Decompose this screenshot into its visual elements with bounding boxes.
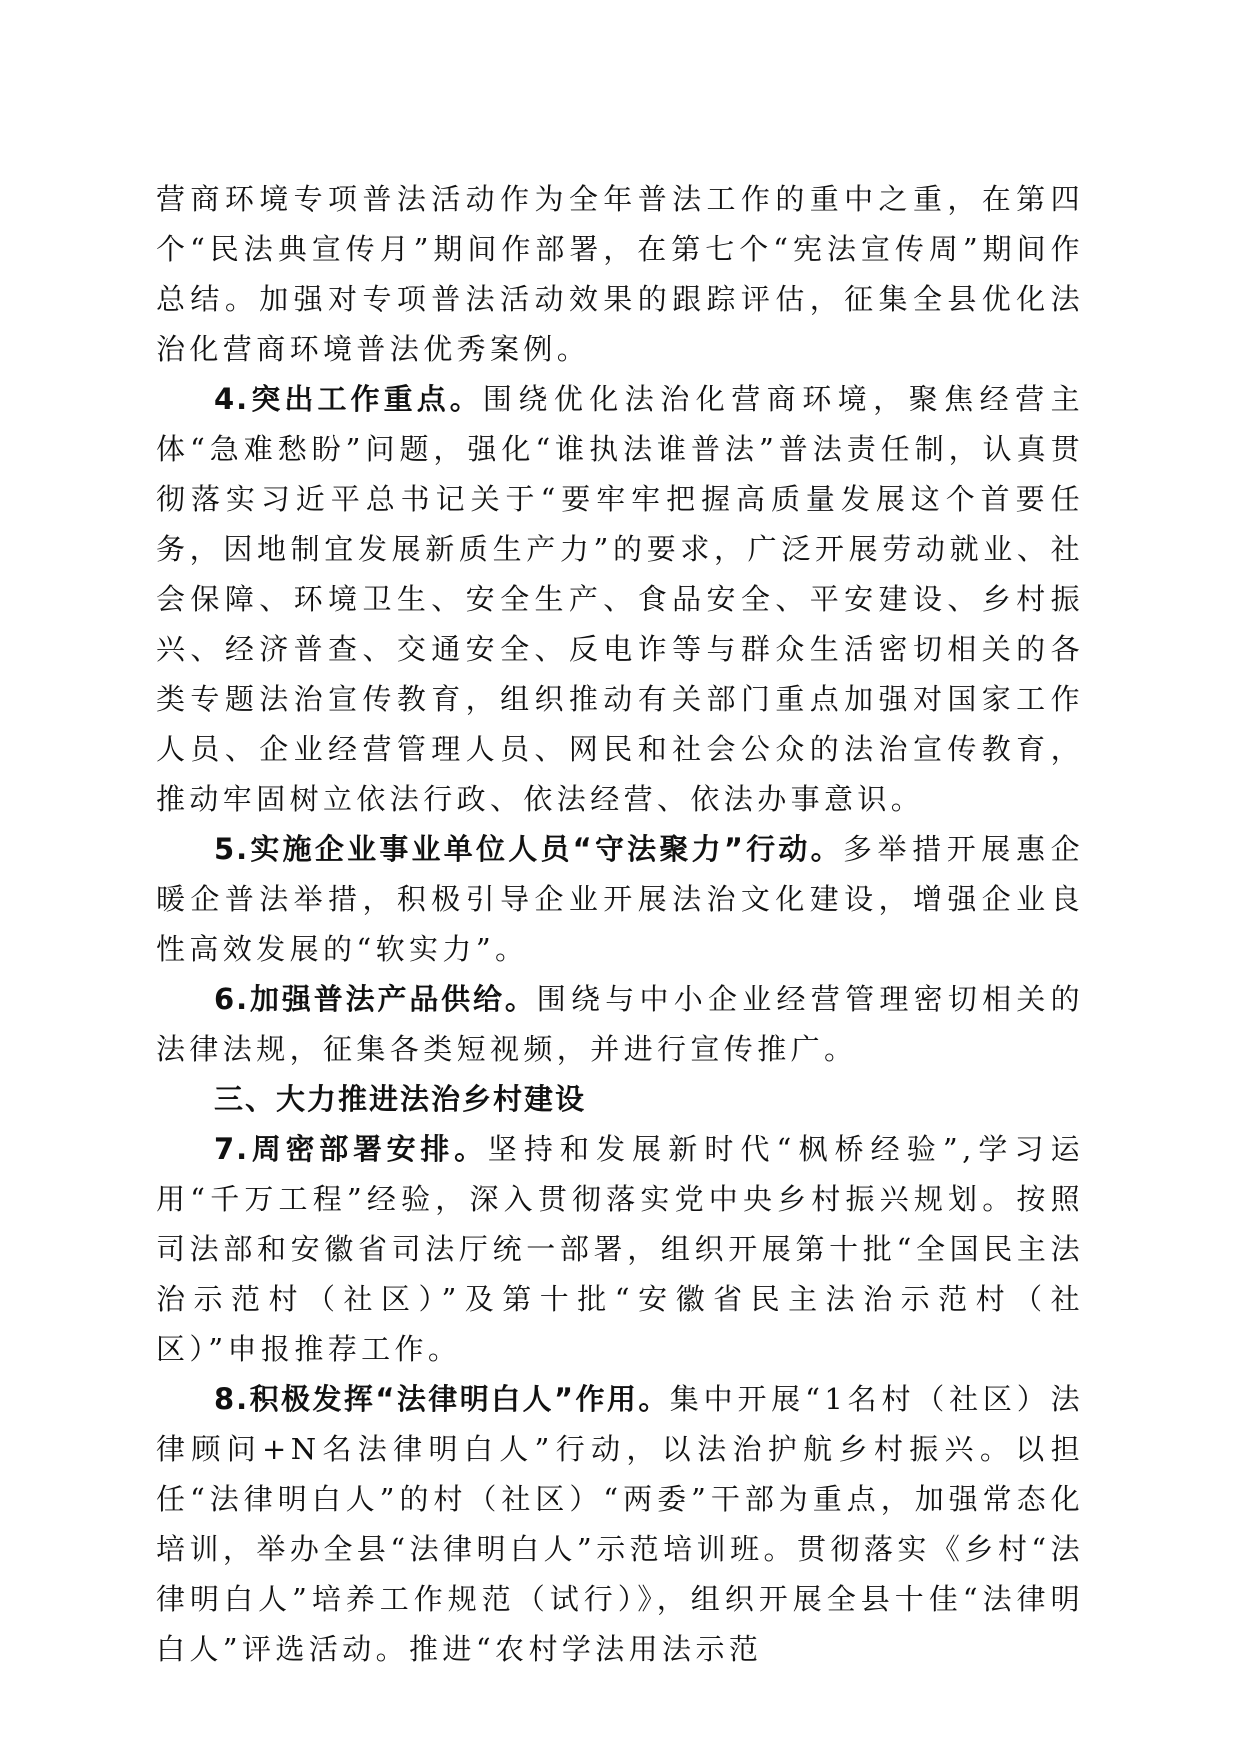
- paragraph-text: 多举措开展惠企暖企普法举措，积极引导企业开展法治文化建设，增强企业良性高效发展的“软实力”。: [156, 832, 1084, 966]
- paragraph-item-6: [156, 974, 1084, 1074]
- paragraph-continued: [156, 174, 1084, 374]
- paragraph-item-8: [156, 1374, 1084, 1674]
- paragraph-text: 围绕与中小企业经营管理密切相关的法律法规，征集各类短视频，并进行宣传推广。: [156, 982, 1085, 1066]
- paragraph-lead: 6.加强普法产品供给。: [214, 982, 537, 1016]
- paragraph-lead: 8.积极发挥“法律明白人”作用。: [214, 1382, 670, 1416]
- paragraph-lead: 5.实施企业事业单位人员“守法聚力”行动。: [214, 832, 843, 866]
- paragraph-text: 围绕优化法治化营商环境，聚焦经营主体“急难愁盼”问题，强化“谁执法谁普法”普法责任制，认真贯彻落实习近平总书记关于“要牢牢把握高质量发展这个首要任务，因地制宜发展新质生产力”的要求，广泛开展劳动就业、社会保障、环境卫生、安全生产、食品安全、平安建设、乡村振兴、经济普查、交通安全、反电诈等与群众生活密切相关的各类专题法治宣传教育，组织推动有关部门重点加强对国家工作人员、企业经营管理人员、网民和社会公众的法治宣传教育，推动牢固树立依法行政、依法经营、依法办事意识。: [156, 382, 1084, 816]
- paragraph-item-4: [156, 374, 1084, 824]
- paragraph-text: 坚持和发展新时代“枫桥经验”,学习运用“千万工程”经验，深入贯彻落实党中央乡村振兴规划。按照司法部和安徽省司法厅统一部署，组织开展第十批“全国民主法治示范村（社区）”及第十批“安徽省民主法治示范村（社区）”申报推荐工作。: [156, 1132, 1084, 1366]
- paragraph-item-5: [156, 824, 1084, 974]
- paragraph-lead: 4.突出工作重点。: [214, 382, 483, 416]
- paragraph-text: 集中开展“1名村（社区）法律顾问+N名法律明白人”行动，以法治护航乡村振兴。以担任“法律明白人”的村（社区）“两委”干部为重点，加强常态化培训，举办全县“法律明白人”示范培训班。贯彻落实《乡村“法律明白人”培养工作规范（试行）》，组织开展全县十佳“法律明白人”评选活动。推进“农村学法用法示范: [156, 1382, 1084, 1666]
- document-body: [156, 174, 1084, 1674]
- paragraph-text: 营商环境专项普法活动作为全年普法工作的重中之重，在第四个“民法典宣传月”期间作部署，在第七个“宪法宣传周”期间作总结。加强对专项普法活动效果的跟踪评估，征集全县优化法治化营商环境普法优秀案例。: [156, 182, 1084, 366]
- paragraph-lead: 7.周密部署安排。: [214, 1132, 488, 1166]
- paragraph-item-7: [156, 1124, 1084, 1374]
- section-heading: 三、大力推进法治乡村建设: [214, 1082, 587, 1116]
